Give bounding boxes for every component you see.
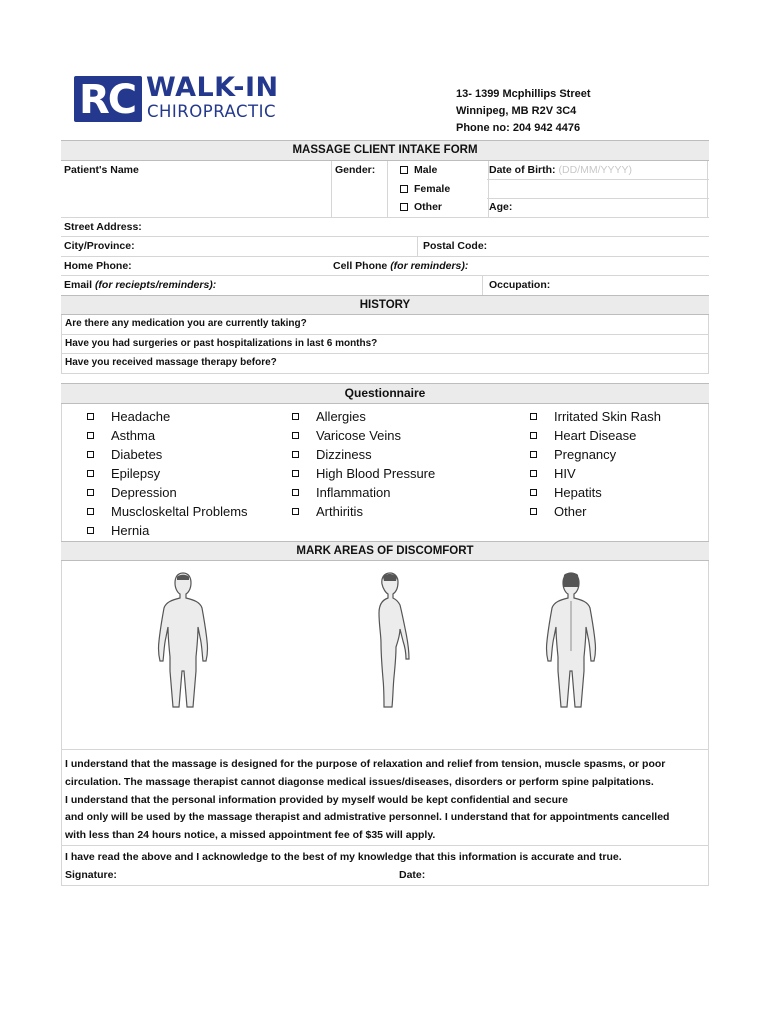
patient-name-label: Patient's Name	[64, 163, 139, 176]
intake-form	[61, 140, 709, 374]
condition-label: Irritated Skin Rash	[554, 408, 661, 424]
checkbox-icon	[530, 508, 537, 515]
consent-paragraph-3: I have read the above and I acknowledge to the best of my knowledge that this information is accurate and true.	[65, 850, 622, 863]
signature-label: Signature:	[65, 868, 117, 881]
body-back-figure-icon[interactable]	[536, 571, 606, 711]
phone-number: Phone no: 204 942 4476	[456, 122, 581, 134]
checkbox-icon	[292, 508, 299, 515]
occupation-field[interactable]: Occupation:	[489, 279, 551, 291]
condition-label: Hernia	[111, 522, 150, 538]
gender-male-label: Male	[414, 163, 438, 176]
questionnaire-section	[61, 383, 709, 886]
checkbox-icon	[87, 489, 94, 496]
condition-label: Dizziness	[316, 446, 372, 462]
condition-checkbox-depression[interactable]	[87, 484, 177, 502]
checkbox-icon	[400, 203, 408, 211]
condition-checkbox-high-blood-pressure[interactable]	[292, 465, 435, 483]
logo-mark: RC	[74, 76, 142, 122]
condition-checkbox-muscloskeltal[interactable]	[87, 503, 248, 521]
condition-label: High Blood Pressure	[316, 465, 436, 481]
history-question[interactable]	[62, 353, 708, 373]
condition-checkbox-headache[interactable]	[87, 408, 170, 426]
dob-label: Date of Birth:	[489, 163, 556, 176]
checkbox-icon	[87, 470, 94, 477]
email-field[interactable]	[64, 276, 216, 295]
consent-section	[61, 750, 709, 886]
history-question[interactable]	[62, 315, 708, 334]
checkbox-icon	[530, 432, 537, 439]
condition-label: Diabetes	[111, 446, 163, 462]
consent-paragraph-1-line-1: I understand that the massage is designed for the purpose of relaxation and relief from tension, muscle spasms, or poor	[65, 758, 666, 770]
checkbox-icon	[530, 413, 537, 420]
questionnaire-list	[61, 404, 709, 541]
body-diagram[interactable]	[61, 561, 709, 750]
city-postal-row	[61, 236, 709, 256]
checkbox-icon	[530, 489, 537, 496]
checkbox-icon	[87, 432, 94, 439]
checkbox-icon	[87, 508, 94, 515]
discomfort-title: MARK AREAS OF DISCOMFORT	[61, 541, 709, 562]
patient-name-field[interactable]	[64, 161, 139, 217]
body-front-figure-icon[interactable]	[148, 571, 218, 711]
checkbox-icon	[400, 185, 408, 193]
condition-label: Other	[554, 503, 587, 519]
history-question-text: Have you had surgeries or past hospitalizations in last 6 months?	[65, 337, 378, 349]
date-field[interactable]	[399, 867, 425, 885]
street-address-label: Street Address:	[64, 220, 142, 233]
logo-walkin-text: WALK-IN	[146, 72, 279, 103]
condition-checkbox-epilepsy[interactable]	[87, 465, 160, 483]
clinic-logo	[74, 72, 279, 124]
condition-label: HIV	[554, 465, 576, 481]
consent-paragraph-1-line-2: circulation. The massage therapist cannot diagonse medical issues/diseases, disorders or perform spine palpitations.	[65, 775, 654, 788]
condition-label: Epilepsy	[111, 465, 161, 481]
condition-label: Arthiritis	[316, 503, 363, 519]
condition-checkbox-hiv[interactable]	[530, 465, 576, 483]
postal-code-field[interactable]: Postal Code:	[423, 240, 488, 252]
checkbox-icon	[292, 489, 299, 496]
gender-label: Gender:	[335, 163, 376, 176]
condition-label: Allergies	[316, 408, 366, 424]
consent-paragraph-2-line-1: I understand that the personal information provided by myself would be kept confidential and secure	[65, 793, 568, 806]
signature-field[interactable]	[65, 867, 117, 885]
condition-checkbox-arthiritis[interactable]	[292, 503, 363, 521]
gender-other-label: Other	[414, 200, 443, 213]
clinic-address	[456, 86, 591, 137]
street-address-field[interactable]	[61, 217, 709, 237]
condition-checkbox-varicose-veins[interactable]	[292, 427, 401, 445]
checkbox-icon	[292, 432, 299, 439]
body-side-figure-icon[interactable]	[362, 571, 422, 711]
condition-checkbox-asthma[interactable]	[87, 427, 155, 445]
checkbox-icon	[530, 470, 537, 477]
condition-label: Headache	[111, 408, 171, 424]
cell-phone-note: (for reminders):	[390, 259, 469, 272]
history-question[interactable]	[62, 334, 708, 354]
cell-phone-label: Cell Phone	[333, 259, 388, 272]
checkbox-icon	[400, 166, 408, 174]
condition-checkbox-hernia[interactable]	[87, 522, 149, 540]
city-province-field[interactable]: City/Province:	[64, 240, 135, 252]
home-phone-field[interactable]: Home Phone:	[64, 259, 132, 272]
age-label: Age:	[489, 200, 513, 213]
checkbox-icon	[530, 451, 537, 458]
history-question-text: Are there any medication you are currently taking?	[65, 318, 307, 329]
condition-checkbox-skin-rash[interactable]	[530, 408, 661, 426]
condition-checkbox-dizziness[interactable]	[292, 446, 372, 464]
condition-checkbox-heart-disease[interactable]	[530, 427, 636, 445]
condition-label: Heart Disease	[554, 427, 637, 443]
condition-checkbox-pregnancy[interactable]	[530, 446, 616, 464]
checkbox-icon	[292, 413, 299, 420]
consent-paragraph-2-line-3: with less than 24 hours notice, a missed appointment fee of $35 will apply.	[65, 829, 436, 842]
checkbox-icon	[292, 451, 299, 458]
questionnaire-title: Questionnaire	[61, 383, 709, 404]
consent-paragraph-2-line-2: and only will be used by the massage therapist and admistrative personnel. I understand that for appointments cancelled	[65, 811, 670, 824]
condition-label: Asthma	[111, 427, 156, 443]
date-label: Date:	[399, 868, 426, 881]
checkbox-icon	[87, 451, 94, 458]
form-title: MASSAGE CLIENT INTAKE FORM	[61, 140, 709, 161]
condition-checkbox-hepatits[interactable]	[530, 484, 602, 502]
condition-checkbox-other[interactable]	[530, 503, 587, 521]
condition-label: Varicose Veins	[316, 427, 402, 443]
condition-label: Hepatits	[554, 484, 602, 500]
email-occupation-row	[61, 275, 709, 295]
history-question-text: Have you received massage therapy before?	[65, 357, 277, 368]
condition-label: Pregnancy	[554, 446, 617, 462]
checkbox-icon	[87, 527, 94, 534]
checkbox-icon	[87, 413, 94, 420]
address-line-2: Winnipeg, MB R2V 3C4	[456, 105, 577, 117]
condition-label: Depression	[111, 484, 177, 500]
gender-female-label: Female	[414, 182, 451, 195]
checkbox-icon	[292, 470, 299, 477]
cell-phone-field[interactable]	[333, 257, 468, 276]
dob-placeholder: (DD/MM/YYYY)	[558, 163, 632, 176]
address-line-1: 13- 1399 Mcphillips Street	[456, 88, 591, 100]
history-title: HISTORY	[61, 295, 709, 316]
condition-label: Inflammation	[316, 484, 391, 500]
condition-checkbox-inflammation[interactable]	[292, 484, 390, 502]
condition-label: Muscloskeltal Problems	[111, 503, 248, 519]
logo-chiropractic-text: CHIROPRACTIC	[147, 102, 276, 121]
phone-row	[61, 256, 709, 276]
condition-checkbox-allergies[interactable]	[292, 408, 366, 426]
email-note: (for reciepts/reminders):	[94, 279, 217, 291]
email-label: Email	[64, 279, 93, 291]
condition-checkbox-diabetes[interactable]	[87, 446, 162, 464]
